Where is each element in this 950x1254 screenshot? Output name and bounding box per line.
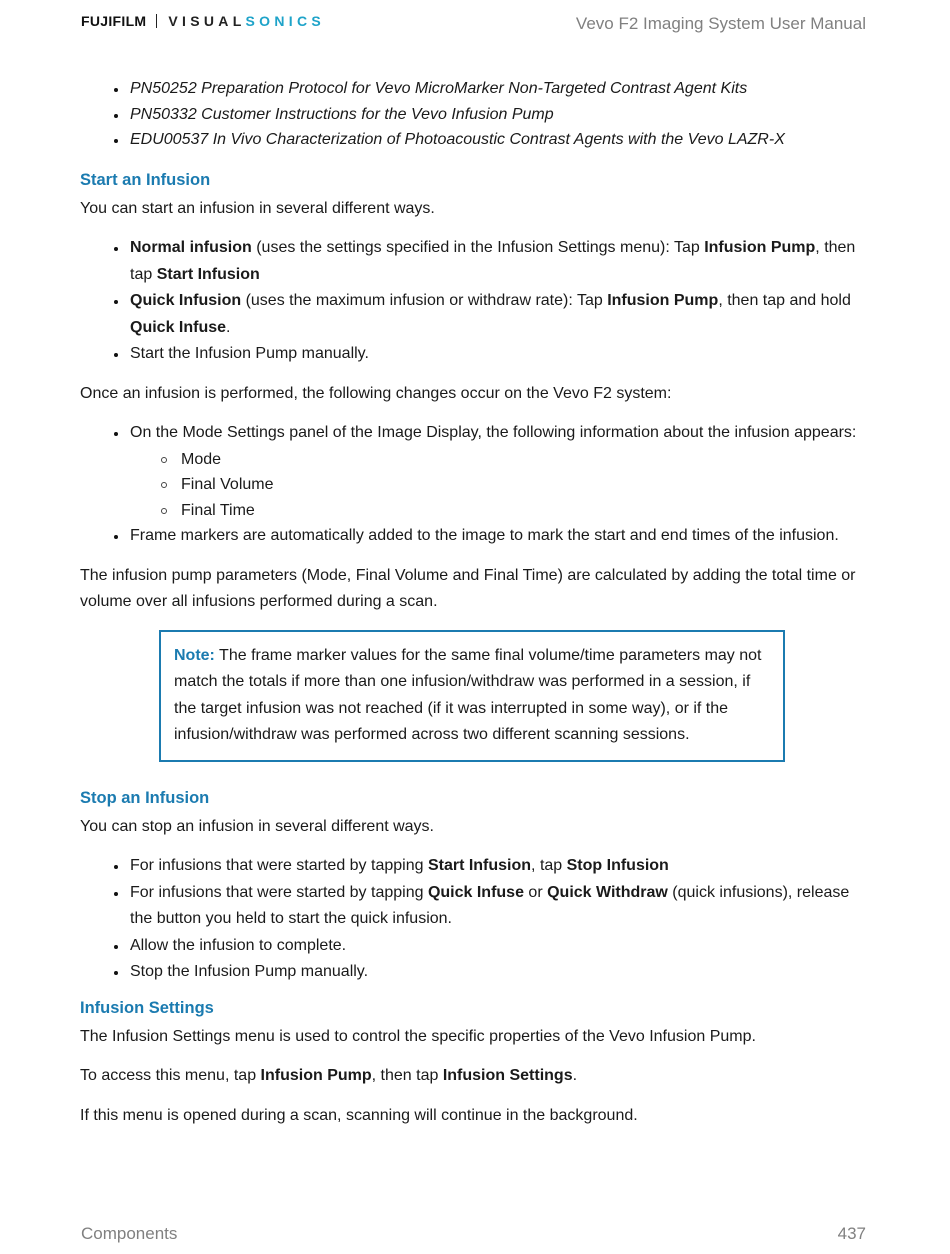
note-text: The frame marker values for the same final volume/time parameters may not match the totals if more than one infusion/withdraw was performed in a session, if the target infusion was not reached (if it was interrupted in some way), or if the infusion/withdraw was performed across two different scanning sessions. — [174, 646, 762, 743]
list-item-manual-stop: Stop the Infusion Pump manually. — [80, 959, 870, 986]
list-item-quick-infusion — [80, 288, 870, 341]
logo-sonics-text: SONICS — [245, 13, 326, 29]
page-content — [80, 76, 870, 1129]
page-number: 437 — [837, 1224, 866, 1243]
settings-paragraph-2 — [80, 1063, 870, 1090]
list-item-quick-release — [80, 880, 870, 933]
sublist-item: Final Volume — [130, 472, 870, 498]
term-infusion-pump: Infusion Pump — [607, 292, 719, 309]
term-quick-infuse: Quick Infuse — [130, 318, 227, 336]
stop-methods-list — [80, 853, 870, 986]
stop-intro: You can stop an infusion in several different ways. — [80, 817, 434, 835]
term-stop-infusion: Stop Infusion — [566, 857, 669, 874]
footer-section-name: Components — [81, 1224, 178, 1243]
text: or — [523, 883, 548, 901]
fujifilm-visualsonics-logo — [81, 13, 325, 29]
page-header — [81, 12, 866, 42]
note-label: Note: — [174, 646, 215, 664]
text: , tap — [531, 857, 567, 874]
text: (uses the settings specified in the Infusion Settings menu): Tap — [251, 239, 705, 256]
term-start-infusion: Start Infusion — [427, 857, 532, 874]
term-normal-infusion: Normal infusion — [130, 239, 252, 256]
logo-fujifilm-text: FUJIFILM — [81, 13, 147, 29]
term-start-infusion: Start Infusion — [156, 265, 260, 283]
section-heading-infusion-settings: Infusion Settings — [80, 998, 214, 1017]
text: For infusions that were started by tapping — [130, 883, 428, 901]
infusion-info-sublist — [130, 447, 870, 524]
parameters-paragraph: The infusion pump parameters (Mode, Final Volume and Final Time) are calculated by adding the total time or volume over all infusions performed during a scan. — [80, 566, 856, 610]
text: (quick infusions), release the button you held to start the quick infusion. — [130, 883, 850, 927]
sublist-item: Final Time — [130, 498, 870, 524]
text: (uses the maximum infusion or withdraw rate): Tap — [241, 292, 608, 309]
term-infusion-pump: Infusion Pump — [704, 239, 816, 256]
document-title: Vevo F2 Imaging System User Manual — [575, 14, 866, 33]
term-infusion-settings: Infusion Settings — [442, 1067, 573, 1084]
text: , then tap — [130, 239, 856, 283]
term-infusion-pump: Infusion Pump — [260, 1067, 372, 1084]
text: , then tap — [371, 1067, 443, 1084]
start-intro: You can start an infusion in several different ways. — [80, 199, 435, 217]
term-quick-infuse: Quick Infuse — [427, 883, 524, 901]
settings-paragraph-1: The Infusion Settings menu is used to control the specific properties of the Vevo Infusion Pump. — [80, 1027, 756, 1045]
text: . — [572, 1067, 578, 1084]
start-methods-list — [80, 235, 870, 368]
term-quick-withdraw: Quick Withdraw — [547, 883, 668, 901]
list-item-allow-complete: Allow the infusion to complete. — [80, 933, 870, 960]
reference-item: EDU00537 In Vivo Characterization of Photoacoustic Contrast Agents with the Vevo LAZR-X — [80, 127, 870, 153]
list-item-frame-markers: Frame markers are automatically added to the image to mark the start and end times of the infusion. — [80, 523, 870, 550]
section-heading-stop-infusion: Stop an Infusion — [80, 788, 210, 807]
sublist-item: Mode — [130, 447, 870, 473]
text: . — [226, 318, 231, 336]
reference-list — [80, 76, 870, 153]
section-heading-start-infusion: Start an Infusion — [80, 170, 211, 189]
text: To access this menu, tap — [80, 1067, 261, 1084]
logo-divider — [156, 14, 157, 28]
list-item-normal-infusion — [80, 235, 870, 288]
text: On the Mode Settings panel of the Image Display, the following information about the infusion appears: — [130, 424, 857, 441]
reference-item: PN50252 Preparation Protocol for Vevo MicroMarker Non-Targeted Contrast Agent Kits — [80, 76, 870, 102]
text: , then tap and hold — [718, 292, 851, 309]
list-item-mode-settings — [80, 420, 870, 523]
reference-item: PN50332 Customer Instructions for the Vevo Infusion Pump — [80, 102, 870, 128]
changes-intro: Once an infusion is performed, the following changes occur on the Vevo F2 system: — [80, 384, 672, 402]
list-item-stop-infusion — [80, 853, 870, 880]
term-quick-infusion: Quick Infusion — [130, 292, 242, 309]
logo-visual-text: VISUAL — [168, 13, 246, 29]
changes-list — [80, 420, 870, 550]
text: For infusions that were started by tapping — [130, 857, 428, 874]
list-item-manual-start: Start the Infusion Pump manually. — [80, 341, 870, 368]
note-box — [159, 630, 785, 762]
settings-paragraph-3: If this menu is opened during a scan, scanning will continue in the background. — [80, 1106, 638, 1124]
